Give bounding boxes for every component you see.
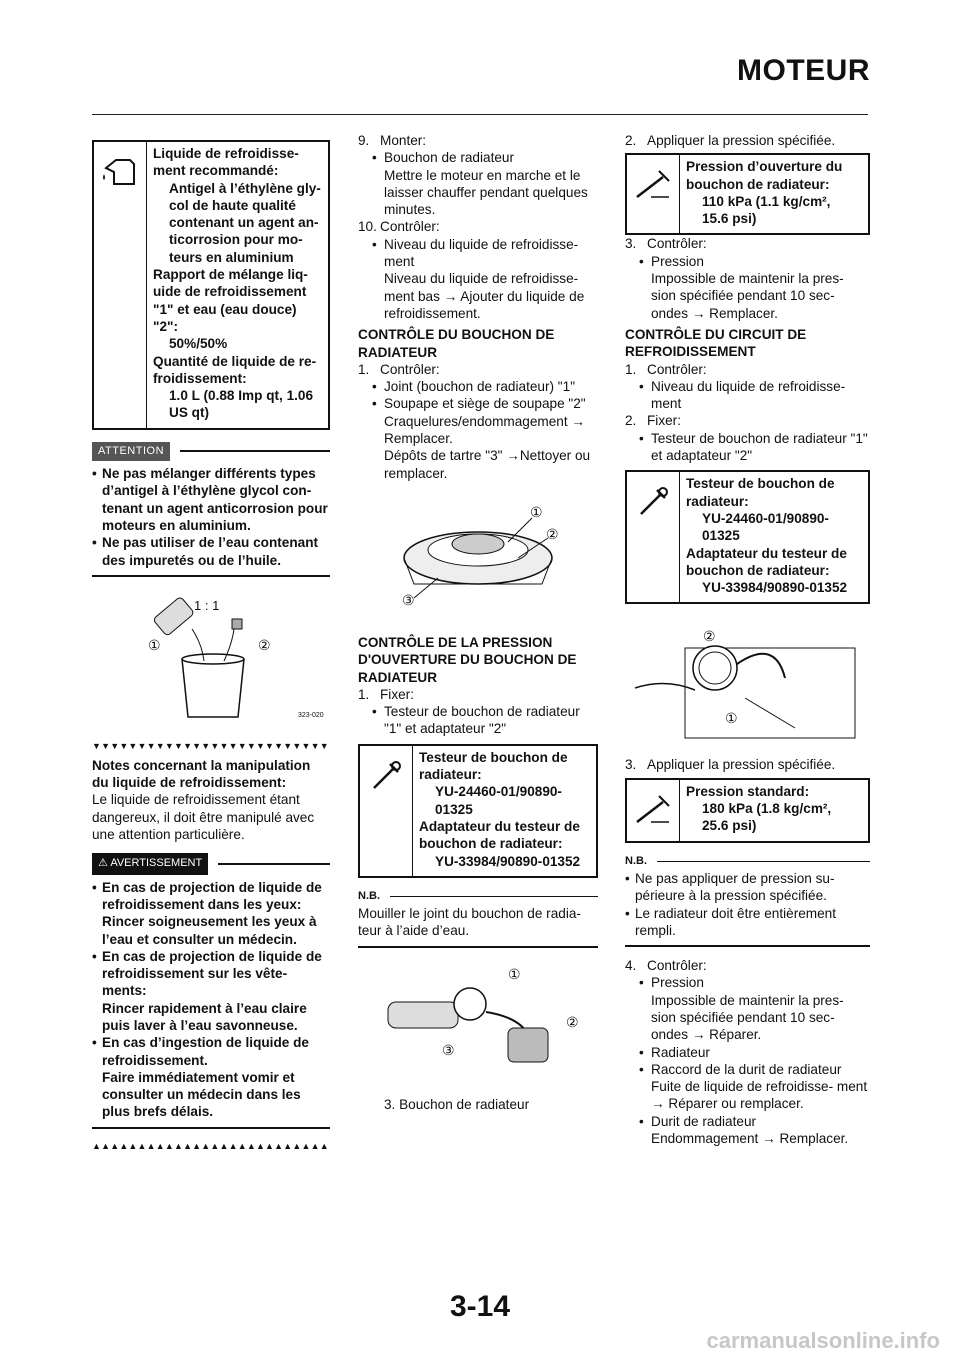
callout-2: ② (703, 628, 716, 645)
header-rule (92, 114, 868, 115)
step-9: 9. Monter: (358, 133, 427, 148)
callout-1: ① (508, 965, 521, 982)
spec-line: 110 kPa (1.1 kg/cm², (702, 193, 831, 209)
attention-item: • Ne pas utiliser de l’eau contenant des impuretés ou de l’huile. (92, 534, 330, 569)
check-item: • Durit de radiateur (625, 1113, 870, 1130)
check-item: • Joint (bouchon de radiateur) "1" (358, 378, 598, 395)
check-item: • Radiateur (625, 1044, 870, 1061)
spec-text (679, 472, 851, 602)
figure-radiator-test (625, 618, 870, 748)
check-item: • Niveau du liquide de refroidisse- ment (625, 378, 870, 413)
section1-step1: 1. Contrôler: (358, 361, 440, 377)
spec-line: bouchon de radiateur: (419, 836, 563, 852)
notes-text: Le liquide de refroidissement étant dangereux, il doit être manipulé avec une attention particulière. (92, 792, 315, 843)
wrench-tool-icon (360, 746, 412, 876)
spec-line: uide de refroidissement (153, 284, 307, 300)
ratio-label: 1 : 1 (194, 597, 220, 613)
spec-text (146, 142, 325, 428)
spec-line: 25.6 psi) (702, 818, 757, 834)
spec-text (679, 780, 835, 841)
warning-item-head: • En cas d’ingestion de liquide de refroidissement. (92, 1034, 330, 1069)
figure-code: 323-020 (298, 711, 324, 719)
step-3: 3. Contrôler: (625, 236, 707, 252)
warning-label: ⚠ AVERTISSEMENT (92, 853, 208, 874)
callout-2: ② (258, 636, 271, 653)
check-desc: Impossible de maintenir la pres- sion spécifiée pendant 10 sec- ondes → Réparer. (651, 992, 844, 1043)
spec-box-open-pressure (625, 153, 870, 235)
fit-item: • Testeur de bouchon de radiateur "1" et adaptateur "2" (625, 430, 870, 465)
spec-line: Rapport de mélange liq- (153, 267, 308, 283)
nb-item: • Le radiateur doit être entièrement rempli. (625, 905, 870, 940)
spec-line: radiateur: (686, 493, 749, 509)
callout-2: ② (566, 1013, 579, 1030)
attention-list (92, 465, 330, 569)
warning-item-body: Rincer rapidement à l’eau claire puis laver à l’eau savonneuse. (102, 1000, 307, 1033)
spec-line: YU-33984/90890-01352 (435, 853, 581, 869)
section-title: CONTRÔLE DU BOUCHON DE RADIATEUR (358, 327, 555, 360)
callout-1: ① (148, 636, 161, 653)
callout-3: ③ (442, 1041, 455, 1058)
spec-line: col de haute qualité (169, 197, 296, 213)
page-number: 3-14 (449, 1290, 511, 1323)
attention-header (92, 442, 330, 461)
spec-line: 180 kPa (1.8 kg/cm², (702, 801, 832, 817)
spec-line: 50%/50% (169, 336, 228, 352)
column-1 (92, 140, 330, 1151)
spec-line: ment recommandé: (153, 163, 279, 179)
step-10-desc: Niveau du liquide de refroidisse- ment bas → Ajouter du liquide de refroidissement. (384, 271, 585, 321)
spec-line: Pression d’ouverture du (686, 159, 843, 175)
spec-box-std-pressure (625, 778, 870, 843)
check-desc: Fuite de liquide de refroidisse- ment → Réparer ou remplacer. (651, 1079, 868, 1112)
torque-wrench-icon (627, 780, 679, 841)
spec-box-tester (358, 744, 598, 878)
spec-text (412, 746, 584, 876)
spec-text (679, 155, 846, 233)
torque-wrench-icon (627, 155, 679, 233)
check-desc: Endommagement → Remplacer. (651, 1131, 849, 1147)
check-item: • Pression (625, 974, 870, 991)
spec-line: Testeur de bouchon de (686, 476, 835, 492)
section3-step4: 4. Contrôler: (625, 958, 707, 974)
spec-line: Liquide de refroidisse- (153, 146, 299, 161)
step-9-item: • Bouchon de radiateur (358, 149, 598, 166)
wrench-tool-icon (627, 472, 679, 602)
spec-box-tester (625, 470, 870, 604)
spec-line: radiateur: (419, 767, 482, 783)
warning-item-head: • En cas de projection de liquide de refroidissement sur les vête- ments: (92, 948, 330, 1000)
page-title: MOTEUR (737, 54, 870, 87)
spec-line: "2": (153, 318, 178, 334)
nb-label: N.B. (358, 889, 380, 902)
spec-line: Pression standard: (686, 783, 810, 799)
section3-step2: 2. Fixer: (625, 413, 681, 429)
step-2: 2. Appliquer la pression spécifiée. (625, 133, 836, 148)
section3-step3: 3. Appliquer la pression spécifiée. (625, 757, 836, 773)
callout-3: ③ (402, 591, 415, 608)
column-3 (625, 132, 870, 1147)
section-title: CONTRÔLE DU CIRCUIT DE REFROIDISSEMENT (625, 326, 807, 360)
section2-step1: 1. Fixer: (358, 686, 414, 702)
step-9-desc: Mettre le moteur en marche et le laisser chauffer pendant quelques minutes. (384, 167, 588, 218)
watermark: carmanualsonline.info (706, 1328, 940, 1353)
spec-line: Testeur de bouchon de (419, 749, 568, 765)
check-item: • Soupape et siège de soupape "2" (358, 395, 598, 412)
check-desc: Dépôts de tartre "3" →Nettoyer ou remplacer. (384, 448, 591, 481)
spec-box-coolant (92, 140, 330, 430)
callout-2: ② (546, 525, 559, 542)
fit-item: • Testeur de bouchon de radiateur "1" et adaptateur "2" (358, 703, 598, 738)
spec-line: US qt) (169, 405, 210, 421)
spec-line: 1.0 L (0.88 Imp qt, 1.06 (169, 388, 314, 404)
spec-line: YU-24460-01/90890- (435, 784, 562, 800)
spec-line: teurs en aluminium (169, 249, 294, 265)
nb-header (625, 853, 870, 870)
callout-1: ① (530, 503, 543, 520)
warning-item-body: Rincer soigneusement les yeux à l’eau et consulter un médecin. (102, 914, 317, 947)
triangle-row-start: ▼▼▼▼▼▼▼▼▼▼▼▼▼▼▼▼▼▼▼▼▼▼▼▼▼▼ (92, 740, 329, 751)
notes-title: Notes concernant la manipulation du liquide de refroidissement: (92, 757, 311, 791)
spec-line: Adaptateur du testeur de (686, 545, 847, 561)
warning-item-body: Faire immédiatement vomir et consulter un médecin dans les plus brefs délais. (102, 1069, 301, 1120)
figure-radiator-cap (358, 498, 598, 618)
check-desc: Impossible de maintenir la pres- sion spécifiée pendant 10 sec- ondes → Remplacer. (651, 271, 844, 321)
nb-item: • Ne pas appliquer de pression su- périeure à la pression spécifiée. (625, 870, 870, 905)
warning-item-head: • En cas de projection de liquide de refroidissement dans les yeux: (92, 879, 330, 914)
attention-label: ATTENTION (92, 442, 170, 461)
warning-list (92, 879, 330, 1121)
attention-item: • Ne pas mélanger différents types d’antigel à l’éthylène glycol con- tenant un agent anticorrosion pour moteurs en aluminium. (92, 465, 330, 534)
spec-line: bouchon de radiateur: (686, 176, 830, 192)
warning-icon: ⚠ (98, 857, 111, 870)
nb-header (358, 888, 598, 905)
spec-line: Quantité de liquide de re- (153, 353, 317, 369)
nb-text: Mouiller le joint du bouchon de radia- teur à l’aide d’eau. (358, 906, 581, 939)
coolant-bottle-icon (94, 142, 146, 428)
spec-line: 01325 (435, 801, 473, 817)
spec-line: YU-24460-01/90890- (702, 510, 829, 526)
warning-header (92, 853, 330, 874)
spec-line: bouchon de radiateur: (686, 562, 830, 578)
section3-step1: 1. Contrôler: (625, 361, 707, 377)
spec-line: froidissement: (153, 370, 247, 386)
spec-line: contenant un agent an- (169, 215, 319, 231)
spec-line: Antigel à l’éthylène gly- (169, 180, 321, 196)
check-desc: Craquelures/endommagement → Remplacer. (384, 413, 585, 447)
figure-caption: 3. Bouchon de radiateur (384, 1096, 530, 1112)
check-item: • Raccord de la durit de radiateur (625, 1061, 870, 1078)
column-2 (358, 132, 598, 1113)
section-title: CONTRÔLE DE LA PRESSION D'OUVERTURE DU BOUCHON DE RADIATEUR (358, 634, 577, 685)
step-10-item: • Niveau du liquide de refroidisse- ment (358, 236, 598, 271)
figure-cap-tester (358, 962, 598, 1072)
spec-line: "1" et eau (eau douce) (153, 301, 297, 317)
spec-line: YU-33984/90890-01352 (702, 580, 848, 596)
spec-line: ticorrosion pour mo- (169, 232, 303, 248)
check-item: • Pression (625, 253, 870, 270)
spec-line: Adaptateur du testeur de (419, 818, 580, 834)
spec-line: 15.6 psi) (702, 211, 757, 227)
callout-1: ① (725, 710, 738, 727)
figure-coolant-mix (92, 589, 330, 729)
triangle-row-end: ▲▲▲▲▲▲▲▲▲▲▲▲▲▲▲▲▲▲▲▲▲▲▲▲▲▲ (92, 1140, 329, 1151)
step-10: 10. Contrôler: (358, 219, 440, 235)
nb-label: N.B. (625, 854, 647, 867)
spec-line: 01325 (702, 528, 740, 544)
